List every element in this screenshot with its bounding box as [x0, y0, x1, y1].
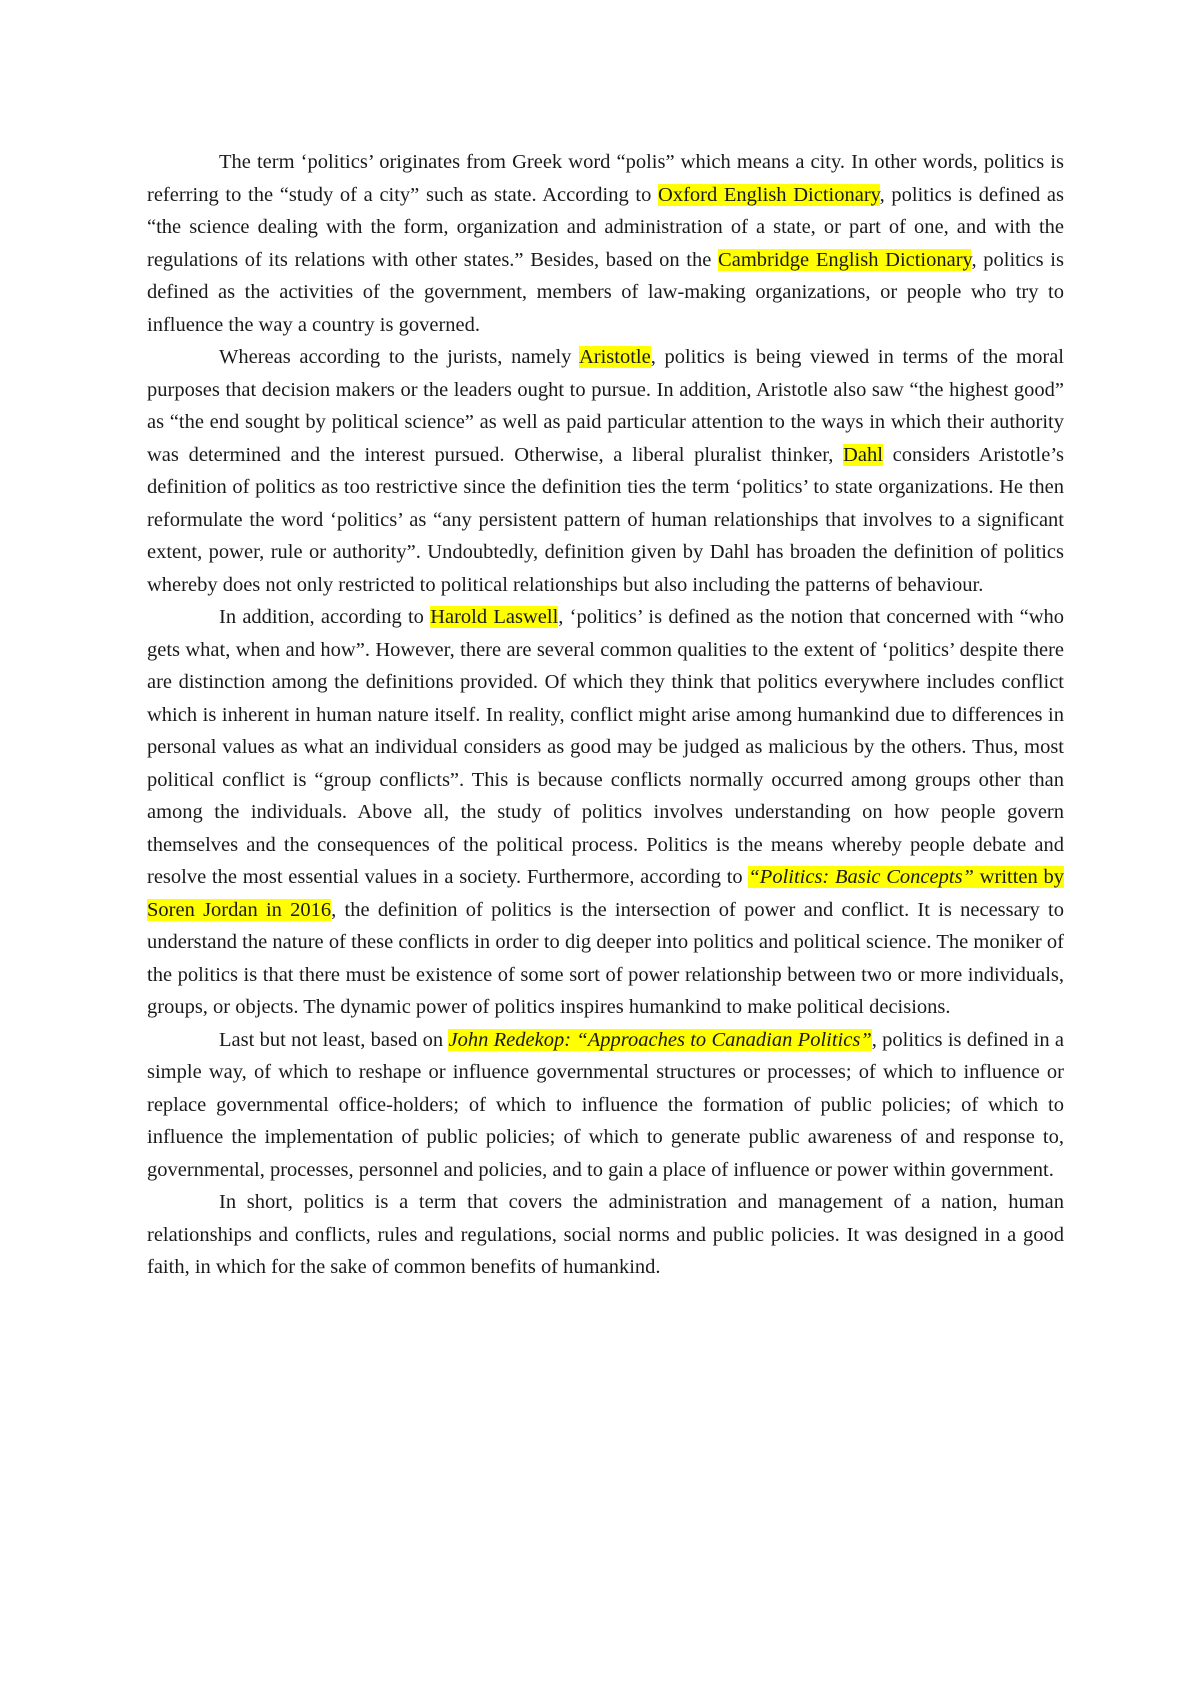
text-segment: The term ‘politics’ originates from Greek word “polis” which means a city. In other words, politics is referring to the “study of a city” such as state. According to [147, 151, 1064, 206]
paragraph-origin-of-politics [147, 146, 1064, 341]
text-segment: , politics is defined in a simple way, of which to reshape or influence governmental structures or processes; of which to influence or replace governmental office-holders; of which to influence the formation of public policies; of which to influence the implementation of public policies; of which to generate public awareness of and response to, governmental, processes, personnel and policies, and to gain a place of influence or power within government. [147, 1028, 1064, 1181]
highlight-harold-laswell: Harold Laswell [430, 606, 559, 628]
text-segment: , politics is defined as the activities of the government, members of law-making organizations, or people who try to influence the way a country is governed. [147, 248, 1064, 336]
paragraph-aristotle-dahl [147, 341, 1064, 601]
highlight-aristotle: Aristotle [578, 346, 651, 368]
document-page [147, 146, 1064, 1284]
highlight-soren-jordan-2016: written by Soren Jordan in 2016 [147, 866, 1064, 921]
text-segment: Whereas according to the jurists, namely [219, 346, 579, 368]
text-segment: In addition, according to [219, 606, 431, 628]
paragraph-redekop [147, 1024, 1064, 1187]
text-segment: , the definition of politics is the intersection of power and conflict. It is necessary to understand the nature of these conflicts in order to dig deeper into politics and political science. The moniker of the politics is that there must be existence of some sort of power relationship between two or more individuals, groups, or objects. The dynamic power of politics inspires humankind to make political decisions. [147, 898, 1064, 1018]
text-segment: considers Aristotle’s definition of politics as too restrictive since the definition ties the term ‘politics’ to state organizations. He then reformulate the word ‘politics’ as “any persistent pattern of human relationships that involves to a significant extent, power, rule or authority”. Undoubtedly, definition given by Dahl has broaden the definition of politics whereby does not only restricted to political relationships but also including the patterns of behaviour. [147, 443, 1064, 596]
paragraph-laswell-jordan [147, 601, 1064, 1024]
highlight-dahl: Dahl [843, 443, 883, 466]
text-segment: , politics is defined as “the science dealing with the form, organization and administration of a state, or part of one, and with the regulations of its relations with other states.” Besides, based on the [147, 183, 1064, 271]
paragraph-conclusion [147, 1186, 1064, 1284]
text-segment: , ‘politics’ is defined as the notion that concerned with “who gets what, when and how”. However, there are several common qualities to the extent of ‘politics’ despite there are distinction among the definitions provided. Of which they think that politics everywhere includes conflict which is inherent in human nature itself. In reality, conflict might arise among humankind due to differences in personal values as what an individual considers as good may be judged as malicious by the others. Thus, most political conflict is “group conflicts”. This is because conflicts normally occurred among groups other than among the individuals. Above all, the study of politics involves understanding on how people govern themselves and the consequences of the political process. Politics is the means whereby people debate and resolve the most essential values in a society. Furthermore, according to [147, 606, 1064, 888]
text-segment: , politics is being viewed in terms of the moral purposes that decision makers or the leaders ought to pursue. In addition, Aristotle also saw “the highest good” as “the end sought by political science” as well as paid particular attention to the ways in which their authority was determined and the interest pursued. Otherwise, a liberal pluralist thinker, [147, 346, 1065, 466]
highlight-oxford-english-dictionary: Oxford English Dictionary [658, 183, 880, 206]
highlight-john-redekop-approaches: John Redekop: “Approaches to Canadian Politics” [448, 1028, 872, 1051]
highlight-politics-basic-concepts-title: “Politics: Basic Concepts” [748, 866, 974, 888]
text-segment: Last but not least, based on [219, 1028, 449, 1051]
text-segment: In short, politics is a term that covers the administration and management of a nation, human relationships and conflicts, rules and regulations, social norms and public policies. It was designed in a good faith, in which for the sake of common benefits of humankind. [147, 1191, 1064, 1278]
highlight-cambridge-english-dictionary: Cambridge English Dictionary [718, 248, 972, 271]
